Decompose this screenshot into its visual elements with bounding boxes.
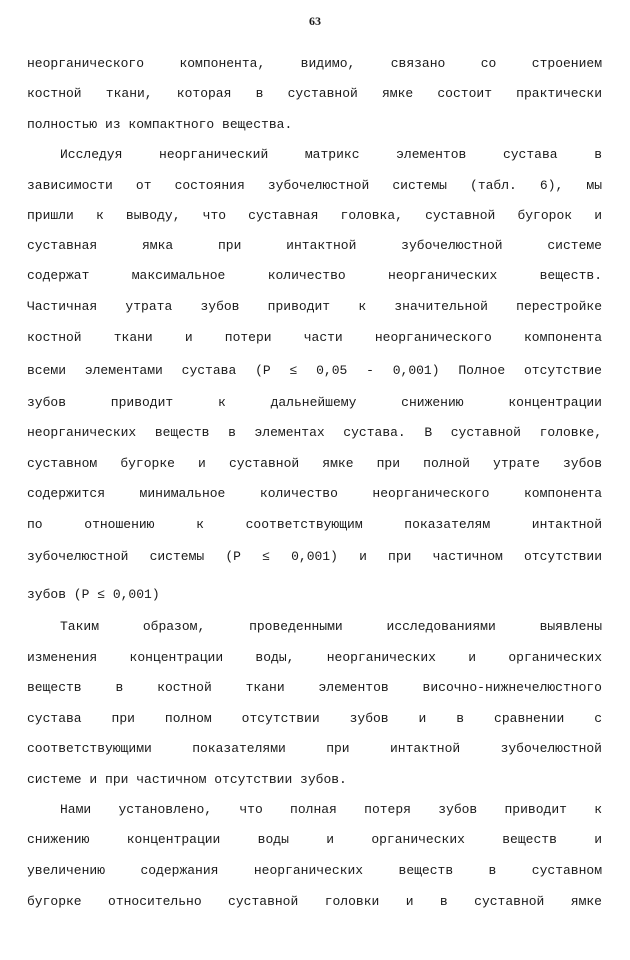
text-line: веществ в костной ткани элементов височно-нижнечелюстного <box>27 680 602 695</box>
text-line: зубочелюстной системы (P ≤ 0,001) и при частичном отсутствии <box>27 549 602 564</box>
text-line: системе и при частичном отсутствии зубов. <box>27 772 347 787</box>
text-line: полностью из компактного вещества. <box>27 117 293 132</box>
text-line: всеми элементами сустава (P ≤ 0,05 - 0,001) Полное отсутствие <box>27 363 602 378</box>
text-line: суставном бугорке и суставной ямке при полной утрате зубов <box>27 456 602 471</box>
text-line: изменения концентрации воды, неорганических и органических <box>27 650 602 665</box>
text-line: бугорке относительно суставной головки и в суставной ямке <box>27 894 602 909</box>
text-line: снижению концентрации воды и органических веществ и <box>27 832 602 847</box>
text-line: соответствующими показателями при интактной зубочелюстной <box>27 741 602 756</box>
text-line: зубов (P ≤ 0,001) <box>27 587 160 602</box>
text-line: содержат максимальное количество неорганических веществ. <box>27 268 602 283</box>
text-line: суставная ямка при интактной зубочелюстной системе <box>27 238 602 253</box>
text-line: содержится минимальное количество неорганического компонента <box>27 486 602 501</box>
text-line: по отношению к соответствующим показателям интактной <box>27 517 602 532</box>
text-line: Таким образом, проведенными исследованиями выявлены <box>60 619 602 634</box>
text-line: зубов приводит к дальнейшему снижению концентрации <box>27 395 602 410</box>
text-line: неорганического компонента, видимо, связано со строением <box>27 56 602 71</box>
text-line: зависимости от состояния зубочелюстной системы (табл. 6), мы <box>27 178 602 193</box>
text-line: пришли к выводу, что суставная головка, суставной бугорок и <box>27 208 602 223</box>
text-line: костной ткани и потери части неорганического компонента <box>27 330 602 345</box>
page-number: 63 <box>309 14 321 28</box>
text-line: сустава при полном отсутствии зубов и в сравнении с <box>27 711 602 726</box>
text-line: Частичная утрата зубов приводит к значительной перестройке <box>27 299 602 314</box>
text-line: увеличению содержания неорганических веществ в суставном <box>27 863 602 878</box>
text-line: костной ткани, которая в суставной ямке состоит практически <box>27 86 602 101</box>
text-line: Исследуя неорганический матрикс элементов сустава в <box>60 147 602 162</box>
text-line: Нами установлено, что полная потеря зубов приводит к <box>60 802 602 817</box>
text-line: неорганических веществ в элементах сустава. В суставной головке, <box>27 425 602 440</box>
